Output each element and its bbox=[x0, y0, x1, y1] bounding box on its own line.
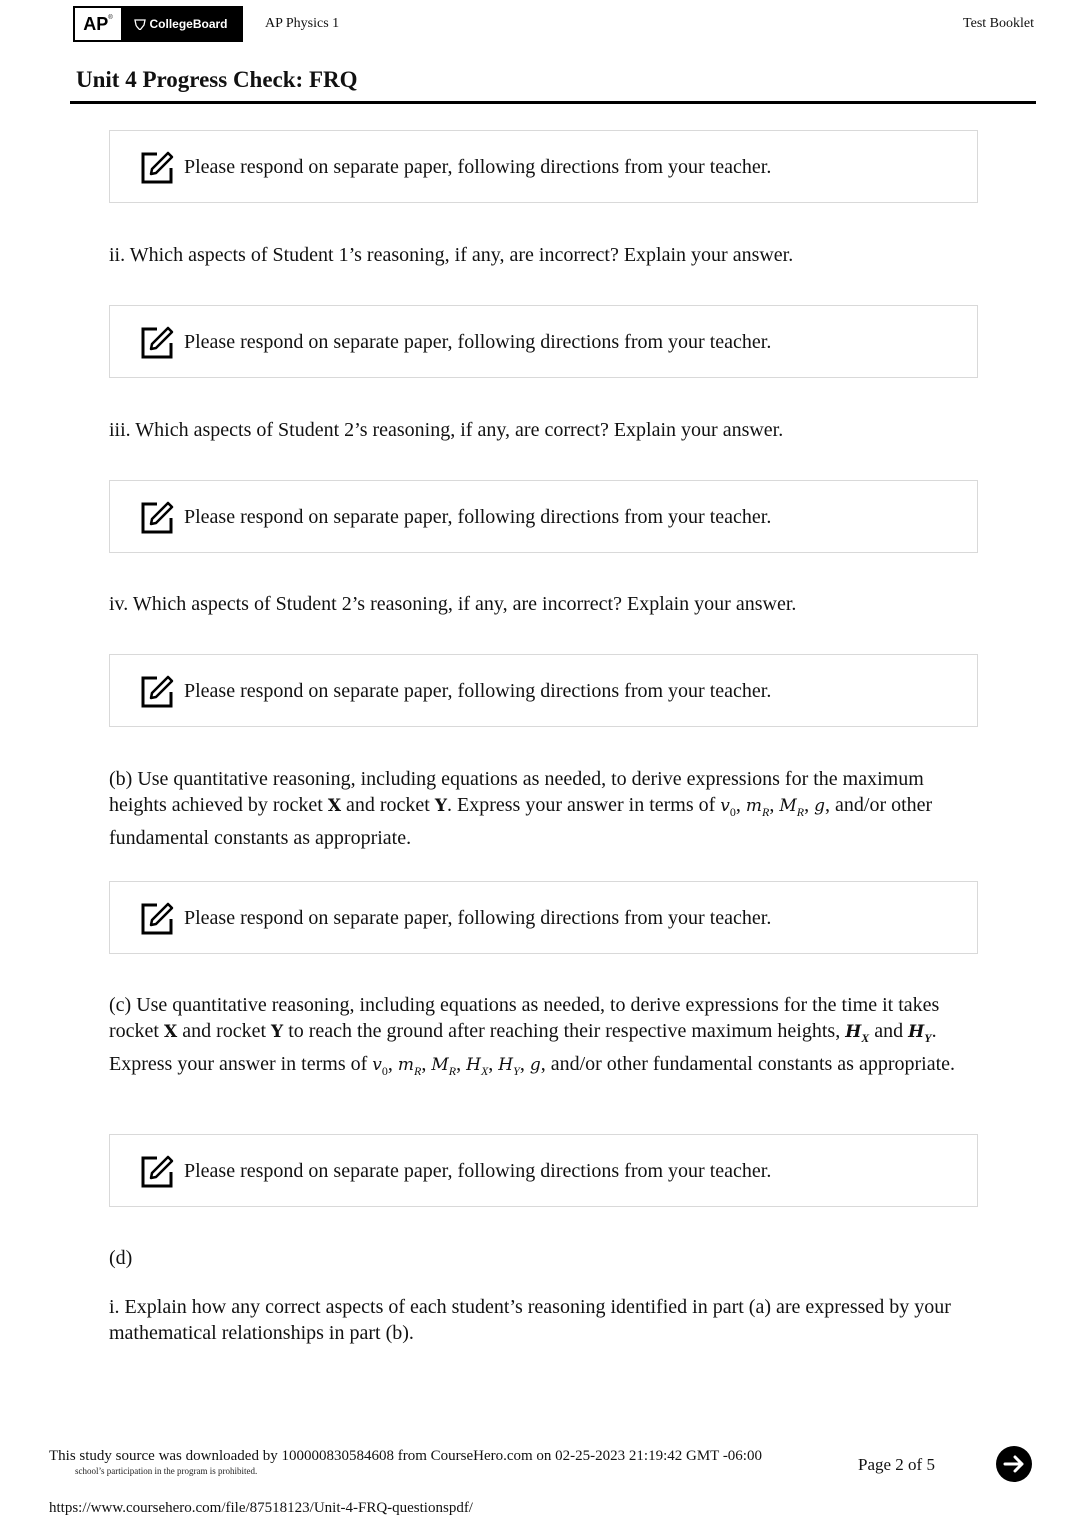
collegeboard-logo: CollegeBoard bbox=[121, 8, 241, 40]
edit-icon bbox=[139, 325, 175, 361]
acorn-icon bbox=[134, 18, 146, 30]
response-box[interactable] bbox=[109, 305, 978, 378]
math-expression: $v_0$, $m_R$, $M_R$, g bbox=[720, 794, 826, 819]
response-prompt: Please respond on separate paper, following directions from your teacher. bbox=[184, 680, 772, 702]
question-d-label: (d) bbox=[109, 1247, 133, 1269]
question-b: (b) Use quantitative reasoning, including equations as needed, to derive expressions for the maximum heights achieved by rocket X and rocket Y. Express your answer in terms of $v_0$, $m_R$, $M_R$, g, and/or other fundamental constants as appropriate. bbox=[109, 768, 933, 849]
edit-icon bbox=[139, 500, 175, 536]
response-box[interactable] bbox=[109, 1134, 978, 1207]
ap-logo: AP ® bbox=[83, 13, 113, 34]
response-box[interactable] bbox=[109, 130, 978, 203]
edit-icon bbox=[139, 674, 175, 710]
response-box[interactable] bbox=[109, 881, 978, 954]
arrow-right-icon bbox=[996, 1446, 1032, 1482]
question-a-ii: ii. Which aspects of Student 1’s reasoning, if any, are incorrect? Explain your answer. bbox=[109, 244, 794, 266]
title-divider bbox=[70, 101, 1036, 104]
response-prompt: Please respond on separate paper, following directions from your teacher. bbox=[184, 506, 772, 528]
math-hx: $H_X$ bbox=[845, 1022, 870, 1045]
edit-icon bbox=[139, 150, 175, 186]
question-c: (c) Use quantitative reasoning, including equations as needed, to derive expressions for the time it takes rocket X and rocket Y to reach the ground after reaching their respective maximum heights, $H_X$ and $H_Y$. Express your answer in terms of $v_0$, $m_R$, $M_R$, $H_X$, $H_Y$, g, and/or other fundamental constants as appropriate. bbox=[109, 994, 956, 1078]
edit-icon bbox=[139, 1154, 175, 1190]
response-prompt: Please respond on separate paper, following directions from your teacher. bbox=[184, 156, 772, 178]
source-url[interactable]: https://www.coursehero.com/file/87518123/Unit-4-FRQ-questionspdf/ bbox=[49, 1500, 473, 1516]
response-box[interactable] bbox=[109, 654, 978, 727]
course-name: AP Physics 1 bbox=[265, 16, 340, 31]
next-page-button[interactable] bbox=[996, 1446, 1032, 1482]
response-prompt: Please respond on separate paper, following directions from your teacher. bbox=[184, 331, 772, 353]
math-expression: $v_0$, $m_R$, $M_R$, $H_X$, $H_Y$, g bbox=[372, 1053, 541, 1078]
question-a-iii: iii. Which aspects of Student 2’s reasoning, if any, are correct? Explain your answer. bbox=[109, 419, 784, 441]
question-d-i: i. Explain how any correct aspects of each student’s reasoning identified in part (a) are expressed by your mathematical relationships in part (b). bbox=[109, 1296, 951, 1344]
math-hy: $H_Y$ bbox=[908, 1022, 932, 1045]
booklet-label: Test Booklet bbox=[963, 16, 1034, 31]
page-title: Unit 4 Progress Check: FRQ bbox=[76, 67, 358, 92]
ap-collegeboard-logo bbox=[73, 6, 243, 42]
download-source-watermark: This study source was downloaded by 100000830584608 from CourseHero.com on 02-25-2023 21:19:42 GMT -06:00 bbox=[49, 1448, 762, 1464]
response-prompt: Please respond on separate paper, following directions from your teacher. bbox=[184, 1160, 772, 1182]
question-a-iv: iv. Which aspects of Student 2’s reasoning, if any, are incorrect? Explain your answer. bbox=[109, 593, 797, 615]
response-prompt: Please respond on separate paper, following directions from your teacher. bbox=[184, 907, 772, 929]
page-number: Page 2 of 5 bbox=[858, 1455, 935, 1474]
copyright-notice: school’s participation in the program is prohibited. bbox=[75, 1466, 258, 1476]
edit-icon bbox=[139, 901, 175, 937]
response-box[interactable] bbox=[109, 480, 978, 553]
